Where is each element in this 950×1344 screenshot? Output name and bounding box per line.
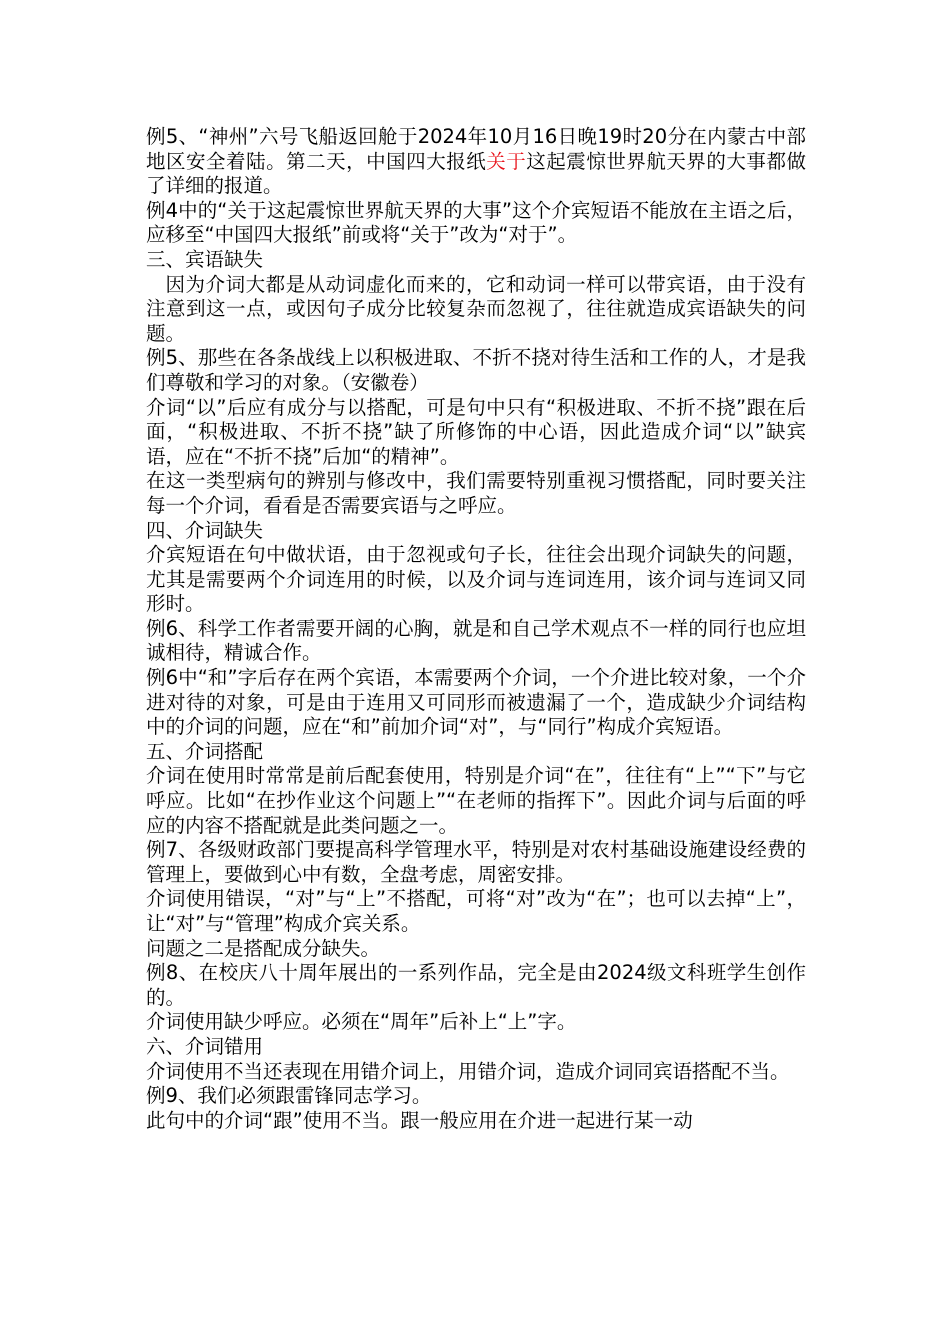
paragraph-analysis-example-8: 介词使用缺少呼应。必须在“周年”后补上“上”字。	[146, 1010, 577, 1034]
paragraph-text: 例5、“神州”六号飞船返回舱于2024年10月16日晚19时20分在内蒙古中部地区安全着陆。第二天，中国四大报纸	[146, 125, 806, 173]
paragraph-preposition-misuse: 介词使用不当还表现在用错介词上，用错介词，造成介词同宾语搭配不当。	[146, 1059, 790, 1083]
example-9: 例9、我们必须跟雷锋同志学习。	[146, 1084, 432, 1108]
document-body	[146, 125, 806, 1133]
paragraph-analysis-example-9: 此句中的介词“跟”使用不当。跟一般应用在介进一起进行某一动	[146, 1108, 693, 1132]
paragraph-text: 这起震惊世界航天界的大事都做了详细的报道。	[146, 149, 806, 198]
paragraph-object-missing: 因为介词大都是从动词虚化而来的，它和动词一样可以带宾语，由于没有注意到这一点，或因句子成分比较复杂而忽视了，往往就造成宾语缺失的问题。	[146, 272, 806, 345]
paragraph-preposition-missing: 介宾短语在句中做状语，由于忽视或句子长，往往会出现介词缺失的问题，尤其是需要两个介词连用的时候，以及介词与连词连用，该介词与连词又同形时。	[146, 543, 806, 616]
highlighted-word: 关于	[486, 149, 527, 173]
section-heading-4: 四、介词缺失	[146, 518, 264, 542]
paragraph-problem-two: 问题之二是搭配成分缺失。	[146, 936, 381, 960]
example-5-object: 例5、那些在各条战线上以积极进取、不折不挠对待生活和工作的人，才是我们尊敬和学习的对象。（安徽卷）	[146, 346, 806, 394]
example-8: 例8、在校庆八十周年展出的一系列作品，完全是由2024级文科班学生创作的。	[146, 961, 806, 1009]
section-heading-5: 五、介词搭配	[146, 739, 264, 763]
paragraph-advice: 在这一类型病句的辨别与修改中，我们需要特别重视习惯搭配，同时要关注每一个介词，看看是否需要宾语与之呼应。	[146, 469, 806, 517]
example-5-shenzhou	[146, 125, 806, 199]
paragraph-preposition-collocation: 介词在使用时常常是前后配套使用，特别是介词“在”，往往有“上”“下”与它呼应。比如“在抄作业这个问题上”“在老师的指挥下”。因此介词与后面的呼应的内容不搭配就是此类问题之一。	[146, 764, 806, 837]
example-7: 例7、各级财政部门要提高科学管理水平，特别是对农村基础设施建设经费的管理上，要做到心中有数，全盘考虑，周密安排。	[146, 838, 806, 886]
paragraph-analysis-example-7: 介词使用错误，“对”与“上”不搭配，可将“对”改为“在”；也可以去掉“上”，让“对”与“管理”构成介宾关系。	[146, 887, 806, 935]
paragraph-analysis-yi: 介词“以”后应有成分与以搭配，可是句中只有“积极进取、不折不挠”跟在后面，“积极进取、不折不挠”缺了所修饰的中心语，因此造成介词“以”缺宾语，应在“不折不挠”后加“的精神”。	[146, 395, 806, 468]
example-6: 例6、科学工作者需要开阔的心胸，就是和自己学术观点不一样的同行也应坦诚相待，精诚合作。	[146, 616, 806, 665]
section-heading-6: 六、介词错用	[146, 1034, 264, 1058]
paragraph-analysis-example-4: 例4中的“关于这起震惊世界航天界的大事”这个介宾短语不能放在主语之后，应移至“中国四大报纸”前或将“关于”改为“对于”。	[146, 198, 806, 247]
paragraph-analysis-example-6: 例6中“和”字后存在两个宾语，本需要两个介词，一个介进比较对象，一个介进对待的对象，可是由于连用又可同形而被遗漏了一个，造成缺少介词结构中的介词的问题，应在“和”前加介词“对”，与“同行”构成介宾短语。	[146, 666, 806, 739]
section-heading-3: 三、宾语缺失	[146, 247, 264, 271]
